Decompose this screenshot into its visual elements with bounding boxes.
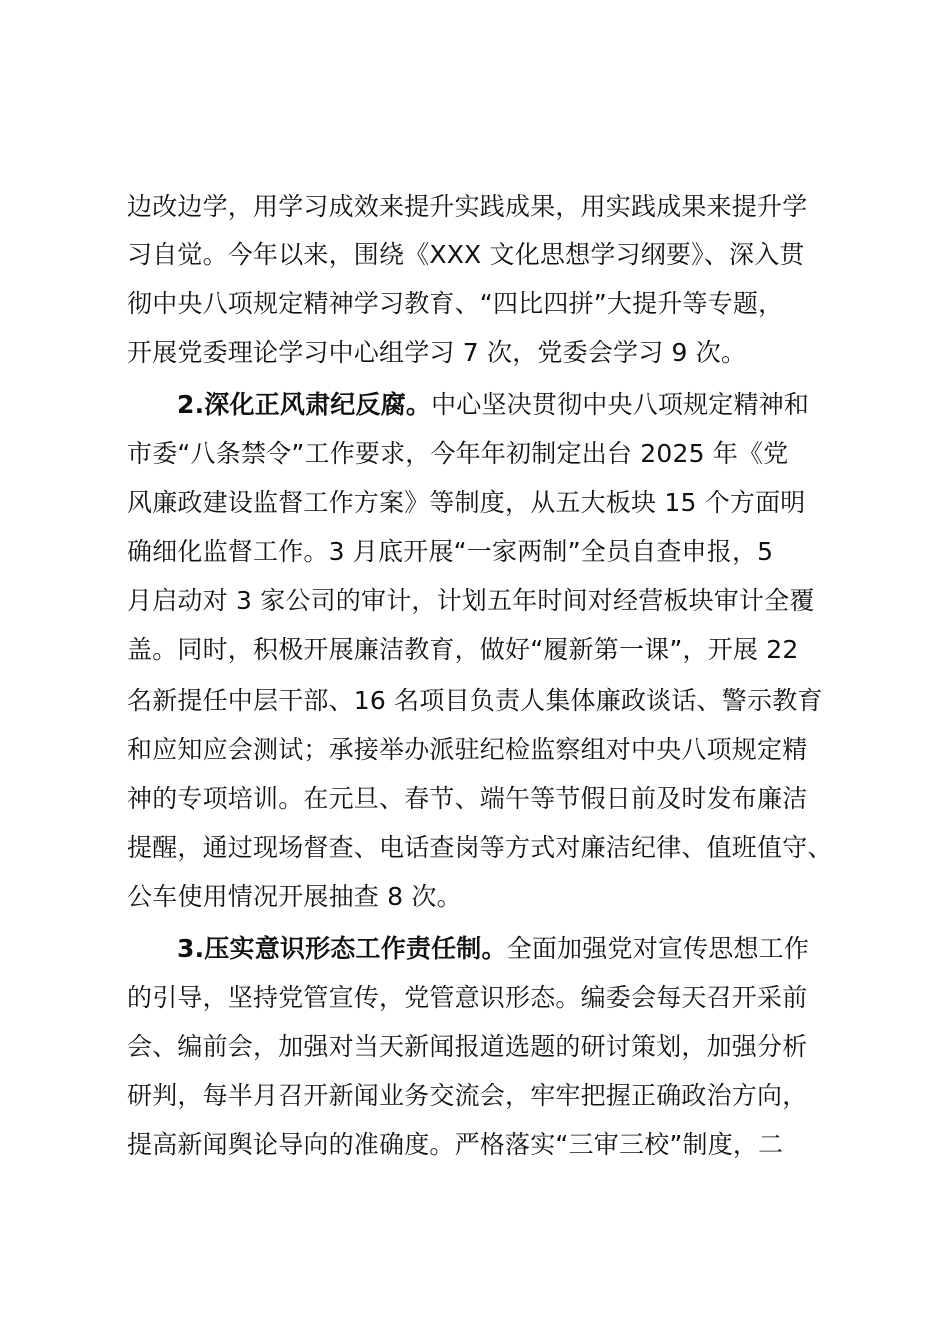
text-line: 提醒，通过现场督查、电话查岗等方式对廉洁纪律、值班值守、 <box>127 833 833 862</box>
text-line: 习自觉。今年以来，围绕《XXX 文化思想学习纲要》、深入贯 <box>127 240 805 269</box>
text-line: 确细化监督工作。3 月底开展“一家两制”全员自查申报，5 <box>127 537 774 566</box>
text-span: 全面加强党对宣传思想工作 <box>506 934 810 963</box>
text-line: 月启动对 3 家公司的审计，计划五年时间对经营板块审计全覆 <box>127 586 815 615</box>
paragraph-first-line <box>177 380 847 430</box>
text-line: 的引导，坚持党管宣传，党管意识形态。编委会每天召开采前 <box>127 983 808 1012</box>
section-heading: 2.深化正风肃纪反腐。 <box>177 390 432 419</box>
text-line: 会、编前会，加强对当天新闻报道选题的研讨策划，加强分析 <box>127 1032 808 1061</box>
paragraph-first-line <box>177 924 847 974</box>
text-line: 研判，每半月召开新闻业务交流会，牢牢把握正确政治方向， <box>127 1081 808 1110</box>
text-line: 神的专项培训。在元旦、春节、端午等节假日前及时发布廉洁 <box>127 784 808 813</box>
text-line: 提高新闻舆论导向的准确度。严格落实“三审三校”制度，二 <box>127 1130 784 1159</box>
text-line: 风廉政建设监督工作方案》等制度，从五大板块 15 个方面明 <box>127 488 806 517</box>
text-line: 彻中央八项规定精神学习教育、“四比四拼”大提升等专题， <box>127 289 784 318</box>
text-line: 开展党委理论学习中心组学习 7 次，党委会学习 9 次。 <box>127 338 747 367</box>
text-line: 公车使用情况开展抽查 8 次。 <box>127 882 462 911</box>
text-line: 盖。同时，积极开展廉洁教育，做好“履新第一课”，开展 22 <box>127 635 799 664</box>
text-line: 名新提任中层干部、16 名项目负责人集体廉政谈话、警示教育 <box>127 686 823 715</box>
text-line: 市委“八条禁令”工作要求，今年年初制定出台 2025 年《党 <box>127 439 789 468</box>
text-line: 和应知应会测试；承接举办派驻纪检监察组对中央八项规定精 <box>127 735 808 764</box>
text-span: 中心坚决贯彻中央八项规定精神和 <box>431 390 810 419</box>
section-heading: 3.压实意识形态工作责任制。 <box>177 934 507 963</box>
text-line: 边改边学，用学习成效来提升实践成果，用实践成果来提升学 <box>127 192 808 221</box>
